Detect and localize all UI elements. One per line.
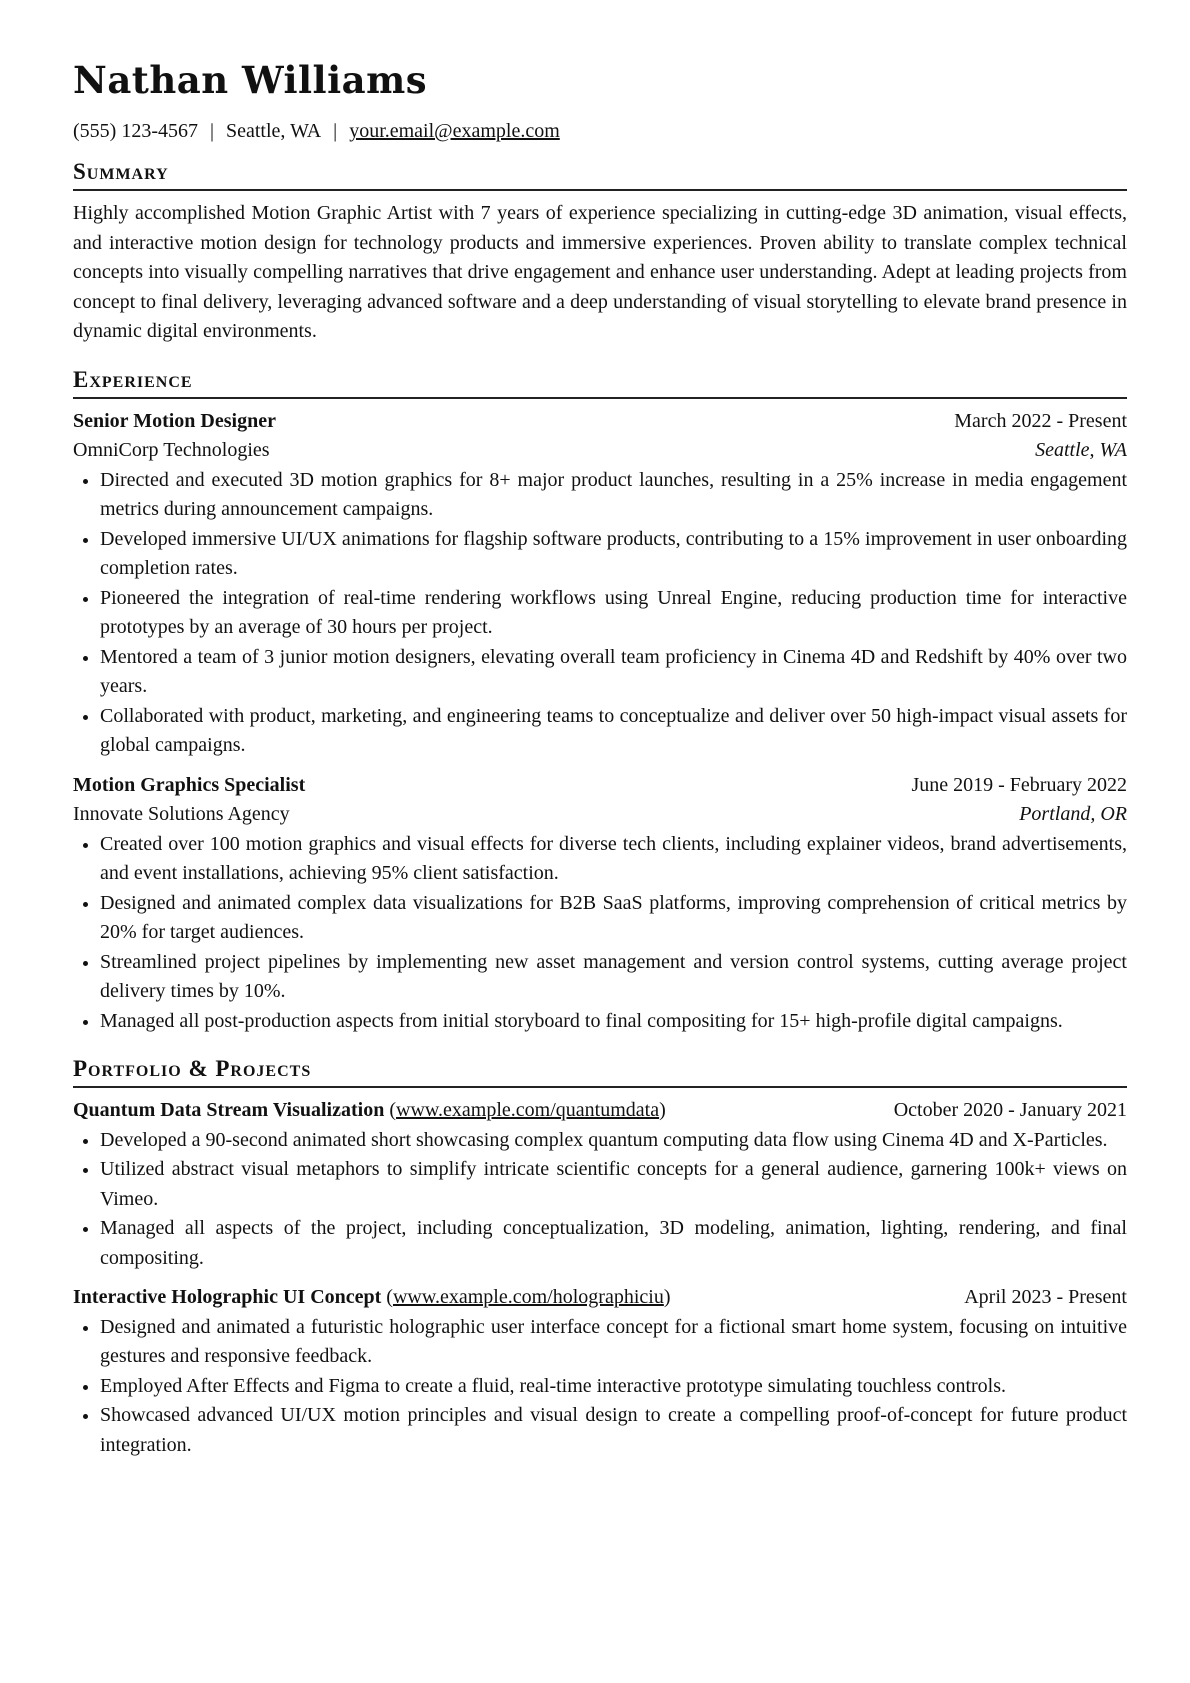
bullet-item: Streamlined project pipelines by implementing new asset management and version control systems, cutting average project delivery times by 10%. bbox=[73, 948, 1127, 1007]
job-title: Motion Graphics Specialist bbox=[73, 773, 306, 796]
projects-heading: Portfolio & Projects bbox=[73, 1054, 1127, 1088]
candidate-name: Nathan Williams bbox=[73, 58, 428, 102]
bullet-item: Designed and animated complex data visualizations for B2B SaaS platforms, improving comprehension of critical metrics by 20% for target audiences. bbox=[73, 889, 1127, 948]
project-title: Quantum Data Stream Visualization bbox=[73, 1099, 385, 1121]
project-dates: October 2020 - January 2021 bbox=[893, 1099, 1127, 1121]
project-bullets bbox=[73, 1313, 1127, 1461]
bullet-item: Employed After Effects and Figma to create a fluid, real-time interactive prototype simulating touchless controls. bbox=[73, 1372, 1127, 1402]
job-dates: March 2022 - Present bbox=[954, 409, 1127, 432]
job-entry bbox=[73, 407, 1127, 761]
project-entry: Quantum Data Stream Visualization (www.example.com/quantumdata) October 2020 - January 2021 Developed a 90-second animated short showcasing complex quantum computing data flow using Cinema 4D and X-Particles. Utilized abstract visual metaphors to simplify intricate scientific concepts for a general audience, garnering 100k+ views on Vimeo. Managed all aspects of the project, including conceptualization, 3D modeling, animation, lighting, rendering, and final compositing. bbox=[73, 1096, 1127, 1273]
contact-separator: | bbox=[333, 120, 338, 142]
bullet-item: Utilized abstract visual metaphors to simplify intricate scientific concepts for a general audience, garnering 100k+ views on Vimeo. bbox=[73, 1155, 1127, 1214]
project-dates: April 2023 - Present bbox=[964, 1286, 1127, 1308]
summary-heading: Summary bbox=[73, 157, 1127, 191]
contact-line bbox=[73, 117, 1127, 145]
bullet-item: Developed immersive UI/UX animations for flagship software products, contributing to a 15% improvement in user onboarding completion rates. bbox=[73, 525, 1127, 584]
bullet-item: Developed a 90-second animated short showcasing complex quantum computing data flow using Cinema 4D and X-Particles. bbox=[73, 1126, 1127, 1156]
bullet-item: Directed and executed 3D motion graphics for 8+ major product launches, resulting in a 25% increase in media engagement metrics during announcement campaigns. bbox=[73, 466, 1127, 525]
job-location: Seattle, WA bbox=[1035, 439, 1127, 461]
contact-separator: | bbox=[209, 120, 214, 142]
project-bullets bbox=[73, 1126, 1127, 1274]
job-title: Senior Motion Designer bbox=[73, 409, 276, 432]
bullet-item: Mentored a team of 3 junior motion designers, elevating overall team proficiency in Cinema 4D and Redshift by 40% over two years. bbox=[73, 643, 1127, 702]
experience-heading: Experience bbox=[73, 365, 1127, 399]
job-entry bbox=[73, 771, 1127, 1037]
location: Seattle, WA bbox=[226, 120, 322, 142]
project-title: Interactive Holographic UI Concept bbox=[73, 1286, 382, 1308]
phone-number: (555) 123-4567 bbox=[73, 120, 198, 142]
bullet-item: Pioneered the integration of real-time rendering workflows using Unreal Engine, reducing production time for interactive prototypes by an average of 30 hours per project. bbox=[73, 584, 1127, 643]
bullet-item: Designed and animated a futuristic holographic user interface concept for a fictional smart home system, focusing on intuitive gestures and responsive feedback. bbox=[73, 1313, 1127, 1372]
project-link[interactable]: www.example.com/quantumdata bbox=[396, 1099, 660, 1121]
bullet-item: Showcased advanced UI/UX motion principles and visual design to create a compelling proof-of-concept for future product integration. bbox=[73, 1401, 1127, 1460]
bullet-item: Created over 100 motion graphics and visual effects for diverse tech clients, including explainer videos, brand advertisements, and event installations, achieving 95% client satisfaction. bbox=[73, 830, 1127, 889]
resume-page bbox=[73, 55, 1127, 1460]
job-location: Portland, OR bbox=[1019, 803, 1127, 825]
company-name: Innovate Solutions Agency bbox=[73, 803, 290, 825]
email-link[interactable]: your.email@example.com bbox=[349, 120, 560, 142]
bullet-item: Managed all post-production aspects from initial storyboard to final compositing for 15+ high-profile digital campaigns. bbox=[73, 1007, 1127, 1037]
job-bullets bbox=[73, 466, 1127, 761]
bullet-item: Managed all aspects of the project, including conceptualization, 3D modeling, animation, lighting, rendering, and final compositing. bbox=[73, 1214, 1127, 1273]
company-name: OmniCorp Technologies bbox=[73, 439, 270, 461]
summary-text: Highly accomplished Motion Graphic Artist with 7 years of experience specializing in cutting-edge 3D animation, visual effects, and interactive motion design for technology products and immersive experiences. Proven ability to translate complex technical concepts into visually compelling narratives that drive engagement and enhance user understanding. Adept at leading projects from concept to final delivery, leveraging advanced software and a deep understanding of visual storytelling to elevate brand presence in dynamic digital environments. bbox=[73, 202, 1127, 342]
project-link[interactable]: www.example.com/holographiciu bbox=[392, 1286, 664, 1308]
project-entry: Interactive Holographic UI Concept (www.example.com/holographiciu) April 2023 - Present Designed and animated a futuristic holographic user interface concept for a fictional smart home system, focusing on intuitive gestures and responsive feedback. Employed After Effects and Figma to create a fluid, real-time interactive prototype simulating touchless controls. Showcased advanced UI/UX motion principles and visual design to create a compelling proof-of-concept for future product integration. bbox=[73, 1283, 1127, 1460]
job-bullets bbox=[73, 830, 1127, 1037]
bullet-item: Collaborated with product, marketing, and engineering teams to conceptualize and deliver over 50 high-impact visual assets for global campaigns. bbox=[73, 702, 1127, 761]
job-dates: June 2019 - February 2022 bbox=[911, 773, 1127, 796]
